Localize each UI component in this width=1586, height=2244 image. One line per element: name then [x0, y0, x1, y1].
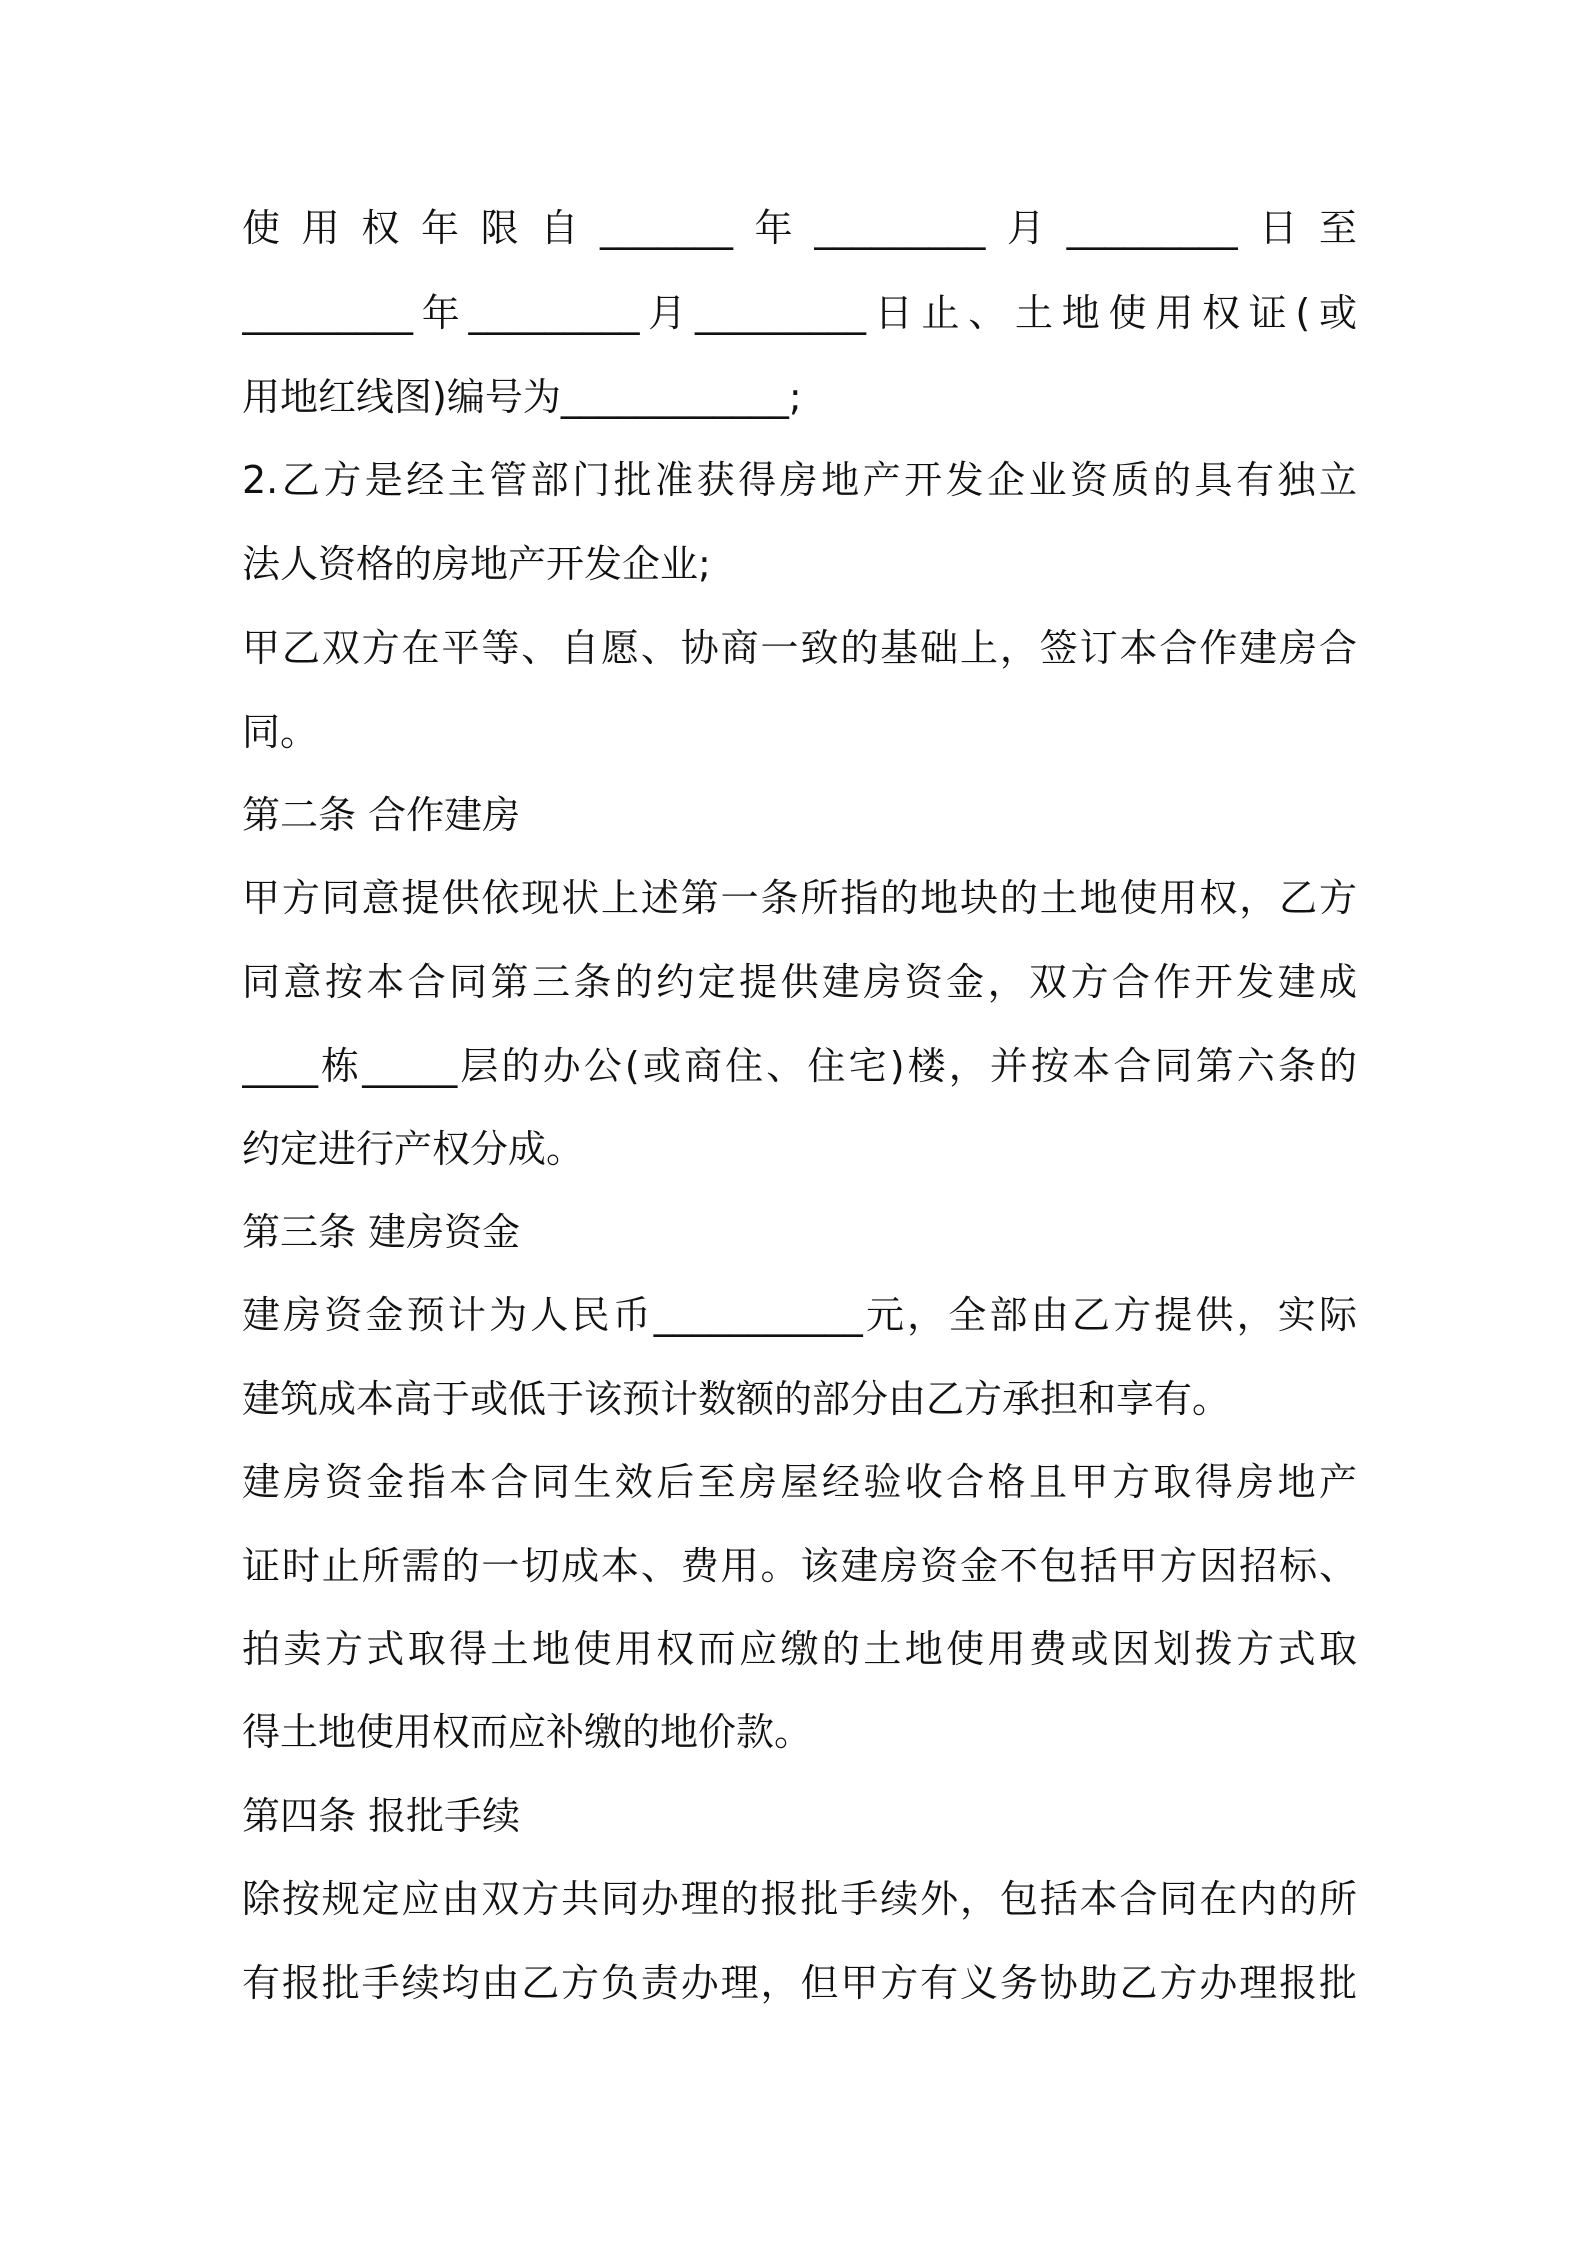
- text-line: 同意按本合同第三条的约定提供建房资金，双方合作开发建成: [242, 960, 1357, 1004]
- text-line: 同。: [242, 710, 319, 754]
- text-line: 建房资金预计为人民币___________元，全部由乙方提供，实际: [242, 1293, 1357, 1337]
- text-line: 得土地使用权而应补缴的地价款。: [242, 1710, 813, 1754]
- section-heading: 第三条 建房资金: [242, 1210, 521, 1254]
- text-line: 用地红线图)编号为____________;: [242, 375, 802, 419]
- text-line: 除按规定应由双方共同办理的报批手续外，包括本合同在内的所: [242, 1877, 1357, 1921]
- text-line: 甲乙双方在平等、自愿、协商一致的基础上，签订本合作建房合: [242, 626, 1357, 670]
- section-heading: 第二条 合作建房: [242, 793, 521, 837]
- text-line: 使用权年限自_______年_________月_________日至: [242, 206, 1357, 250]
- text-line: 约定进行产权分成。: [242, 1127, 585, 1171]
- text-line: 甲方同意提供依现状上述第一条所指的地块的土地使用权，乙方: [242, 876, 1357, 920]
- text-line: 建筑成本高于或低于该预计数额的部分由乙方承担和享有。: [242, 1377, 1231, 1421]
- text-line: ____栋_____层的办公(或商住、住宅)楼，并按本合同第六条的: [242, 1044, 1357, 1088]
- text-line: 有报批手续均由乙方负责办理，但甲方有义务协助乙方办理报批: [242, 1961, 1357, 2005]
- text-line: 拍卖方式取得土地使用权而应缴的土地使用费或因划拨方式取: [242, 1627, 1357, 1671]
- text-line: 建房资金指本合同生效后至房屋经验收合格且甲方取得房地产: [242, 1460, 1357, 1504]
- text-line: 2.乙方是经主管部门批准获得房地产开发企业资质的具有独立: [242, 458, 1357, 502]
- text-line: 证时止所需的一切成本、费用。该建房资金不包括甲方因招标、: [242, 1544, 1357, 1588]
- text-line: _________年_________月_________日止、土地使用权证(或: [242, 291, 1357, 335]
- text-line: 法人资格的房地产开发企业;: [242, 542, 711, 586]
- section-heading: 第四条 报批手续: [242, 1794, 521, 1838]
